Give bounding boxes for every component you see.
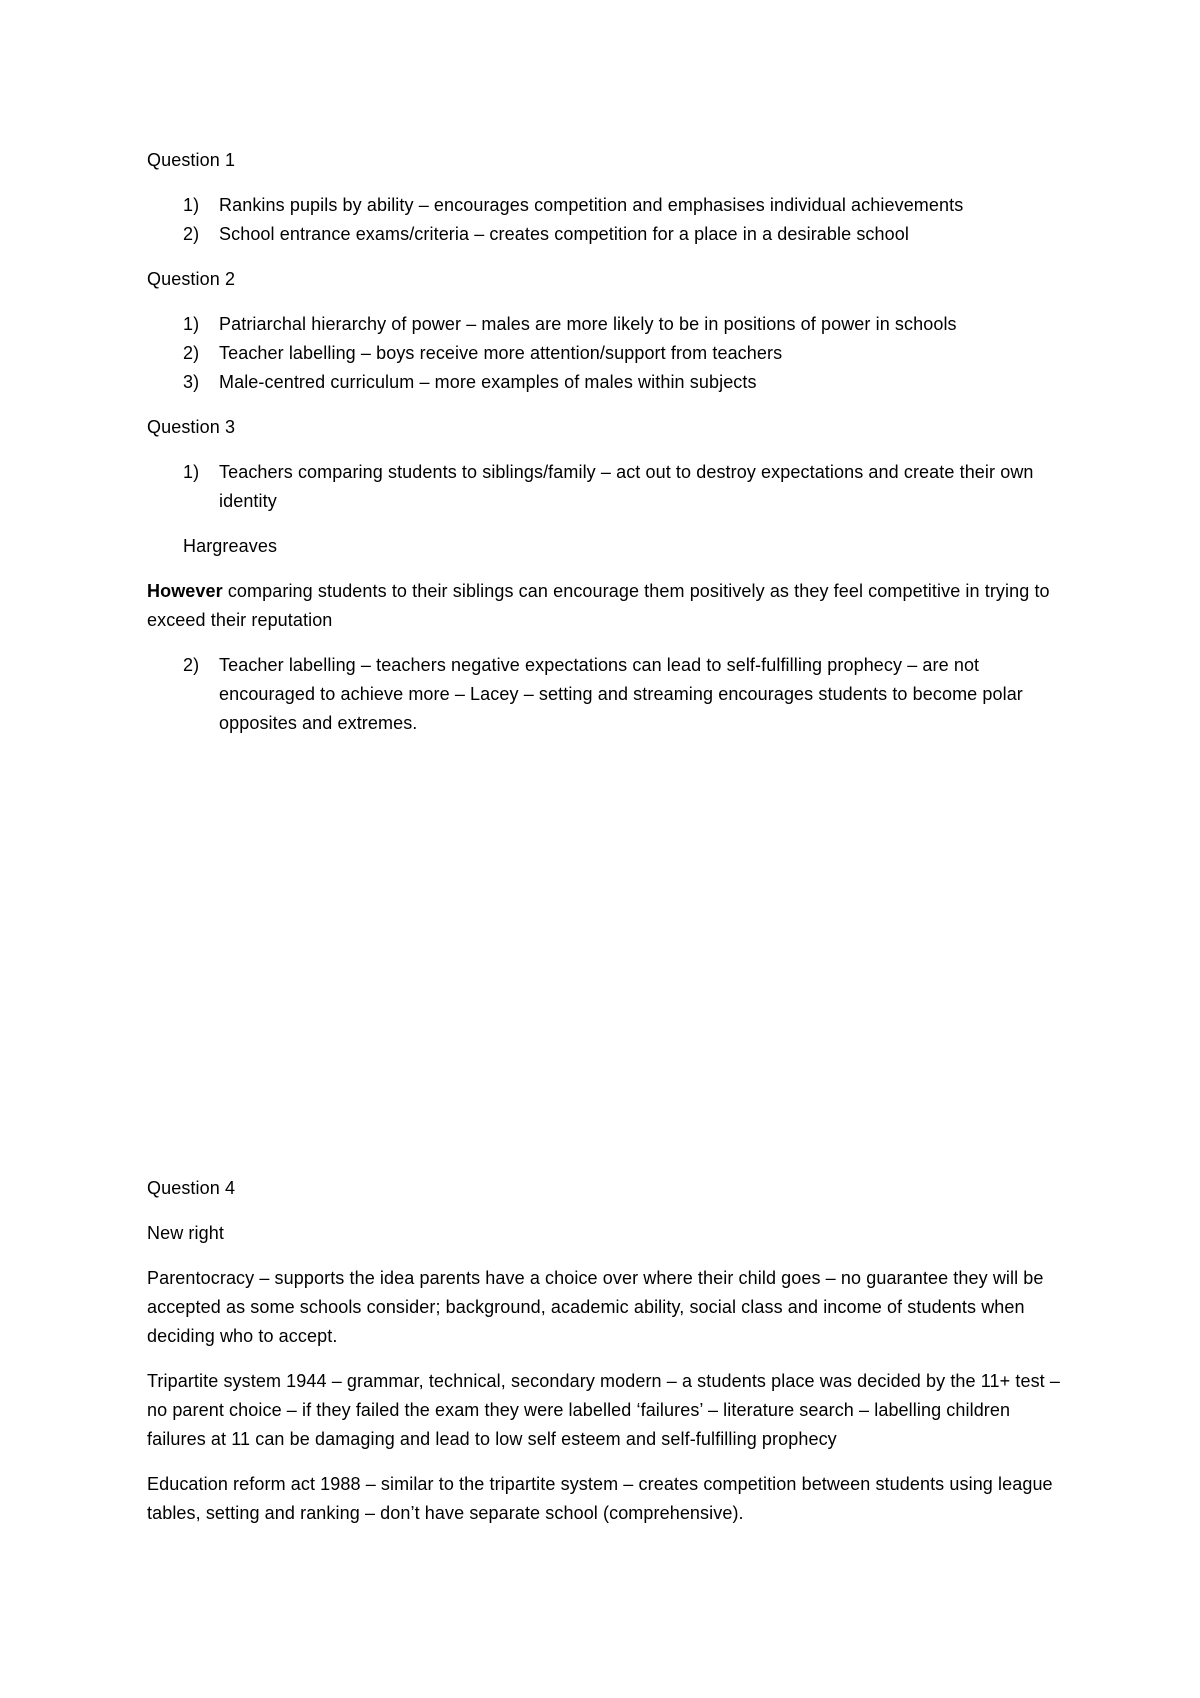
q4-paragraph: Education reform act 1988 – similar to the tripartite system – creates competition between students using league tables, setting and ranking – don’t have separate school (comprehensive). <box>147 1474 1053 1523</box>
list-text: School entrance exams/criteria – creates competition for a place in a desirable school <box>219 224 909 244</box>
q4-subheading: New right <box>147 1223 224 1243</box>
list-text: Rankins pupils by ability – encourages competition and emphasises individual achievements <box>219 195 964 215</box>
upper-section <box>147 146 1067 754</box>
q3-list-part1 <box>147 458 1067 516</box>
list-number: 2) <box>183 224 200 244</box>
q2-heading: Question 2 <box>147 269 236 289</box>
list-number: 2) <box>183 655 200 675</box>
q1-heading: Question 1 <box>147 150 236 170</box>
q3-heading: Question 3 <box>147 417 236 437</box>
q1-list <box>147 191 1067 249</box>
lower-section <box>147 1174 1067 1544</box>
list-number: 1) <box>183 314 200 334</box>
list-item <box>147 339 1067 368</box>
list-text: Teacher labelling – boys receive more attention/support from teachers <box>219 343 783 363</box>
list-item <box>147 220 1067 249</box>
q3-note: Hargreaves <box>183 536 278 556</box>
list-item <box>147 651 1067 738</box>
list-item <box>147 191 1067 220</box>
q4-paragraph: Parentocracy – supports the idea parents have a choice over where their child goes – no guarantee they will be accepted as some schools consider; background, academic ability, social class and income of students when deciding who to accept. <box>147 1268 1044 1346</box>
however-bold: However <box>147 581 223 601</box>
list-number: 1) <box>183 462 200 482</box>
list-text: Teacher labelling – teachers negative expectations can lead to self-fulfilling prophecy – are not encouraged to achieve more – Lacey – setting and streaming encourages students to become polar opposites and extremes. <box>219 655 1023 733</box>
list-text: Male-centred curriculum – more examples of males within subjects <box>219 372 757 392</box>
list-item <box>147 310 1067 339</box>
list-number: 1) <box>183 195 200 215</box>
q3-list-part2 <box>147 651 1067 738</box>
q3-however-paragraph <box>147 577 1067 635</box>
list-text: Patriarchal hierarchy of power – males are more likely to be in positions of power in schools <box>219 314 957 334</box>
q4-heading: Question 4 <box>147 1178 236 1198</box>
however-text: comparing students to their siblings can encourage them positively as they feel competitive in trying to exceed their reputation <box>147 581 1050 630</box>
list-item <box>147 458 1067 516</box>
list-number: 3) <box>183 372 200 392</box>
q4-paragraph: Tripartite system 1944 – grammar, technical, secondary modern – a students place was decided by the 11+ test – no parent choice – if they failed the exam they were labelled ‘failures’ – literature search – labelling children failures at 11 can be damaging and lead to low self esteem and self-fulfilling prophecy <box>147 1371 1060 1449</box>
q2-list <box>147 310 1067 397</box>
list-item <box>147 368 1067 397</box>
list-text: Teachers comparing students to siblings/family – act out to destroy expectations and create their own identity <box>219 462 1034 511</box>
list-number: 2) <box>183 343 200 363</box>
